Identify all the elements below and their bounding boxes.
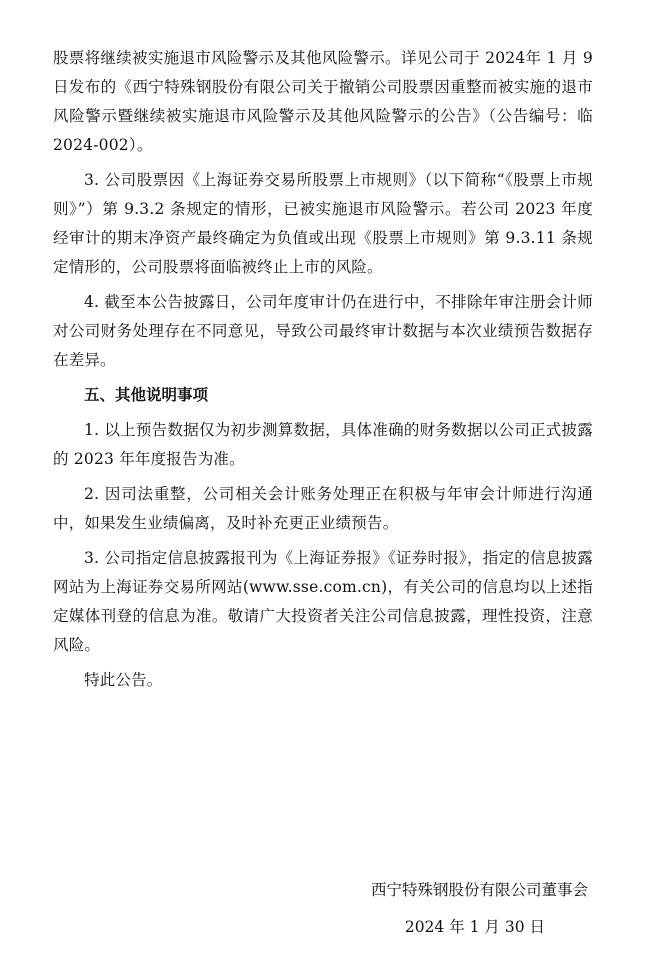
closing-statement: 特此公告。 (84, 671, 163, 689)
paragraph-item-3: 3. 公司股票因《上海证券交易所股票上市规则》（以下简称“《股票上市规则》”）第 9.3.2 条规定的情形，已被实施退市风险警示。若公司 2023 年度经审计的期末净资产最终确定为负值或出现《股票上市规则》第 9.3.11 条规定情形的，公司股票将面临被终止上市的风险。 (53, 171, 593, 276)
section-heading: 五、其他说明事项 (84, 386, 209, 404)
paragraph-continuation: 股票将继续被实施退市风险警示及其他风险警示。详见公司于 2024年 1 月 9 日发布的《西宁特殊钢股份有限公司关于撤销公司股票因重整而被实施的退市风险警示暨继续被实施退市风险警示及其他风险警示的公告》（公告编号：临 2024-002）。 (53, 49, 593, 154)
document-body (53, 44, 593, 701)
signature-date: 2024 年 1 月 30 日 (404, 918, 545, 936)
signature-company: 西宁特殊钢股份有限公司董事会 (370, 881, 588, 899)
section-paragraph-item-1: 1. 以上预告数据仅为初步测算数据，具体准确的财务数据以公司正式披露的 2023 年年度报告为准。 (53, 421, 593, 468)
section-paragraph-item-2: 2. 因司法重整，公司相关会计账务处理正在积极与年审会计师进行沟通中，如果发生业绩偏离，及时补充更正业绩预告。 (53, 485, 593, 532)
section-paragraph-item-3: 3. 公司指定信息披露报刊为《上海证券报》《证券时报》，指定的信息披露网站为上海证券交易所网站(www.sse.com.cn)，有关公司的信息均以上述指定媒体刊登的信息为准。敬请广大投资者关注公司信息披露，理性投资，注意风险。 (53, 549, 593, 654)
paragraph-item-4: 4. 截至本公告披露日，公司年度审计仍在进行中，不排除年审注册会计师对公司财务处理存在不同意见，导致公司最终审计数据与本次业绩预告数据存在差异。 (53, 293, 593, 369)
